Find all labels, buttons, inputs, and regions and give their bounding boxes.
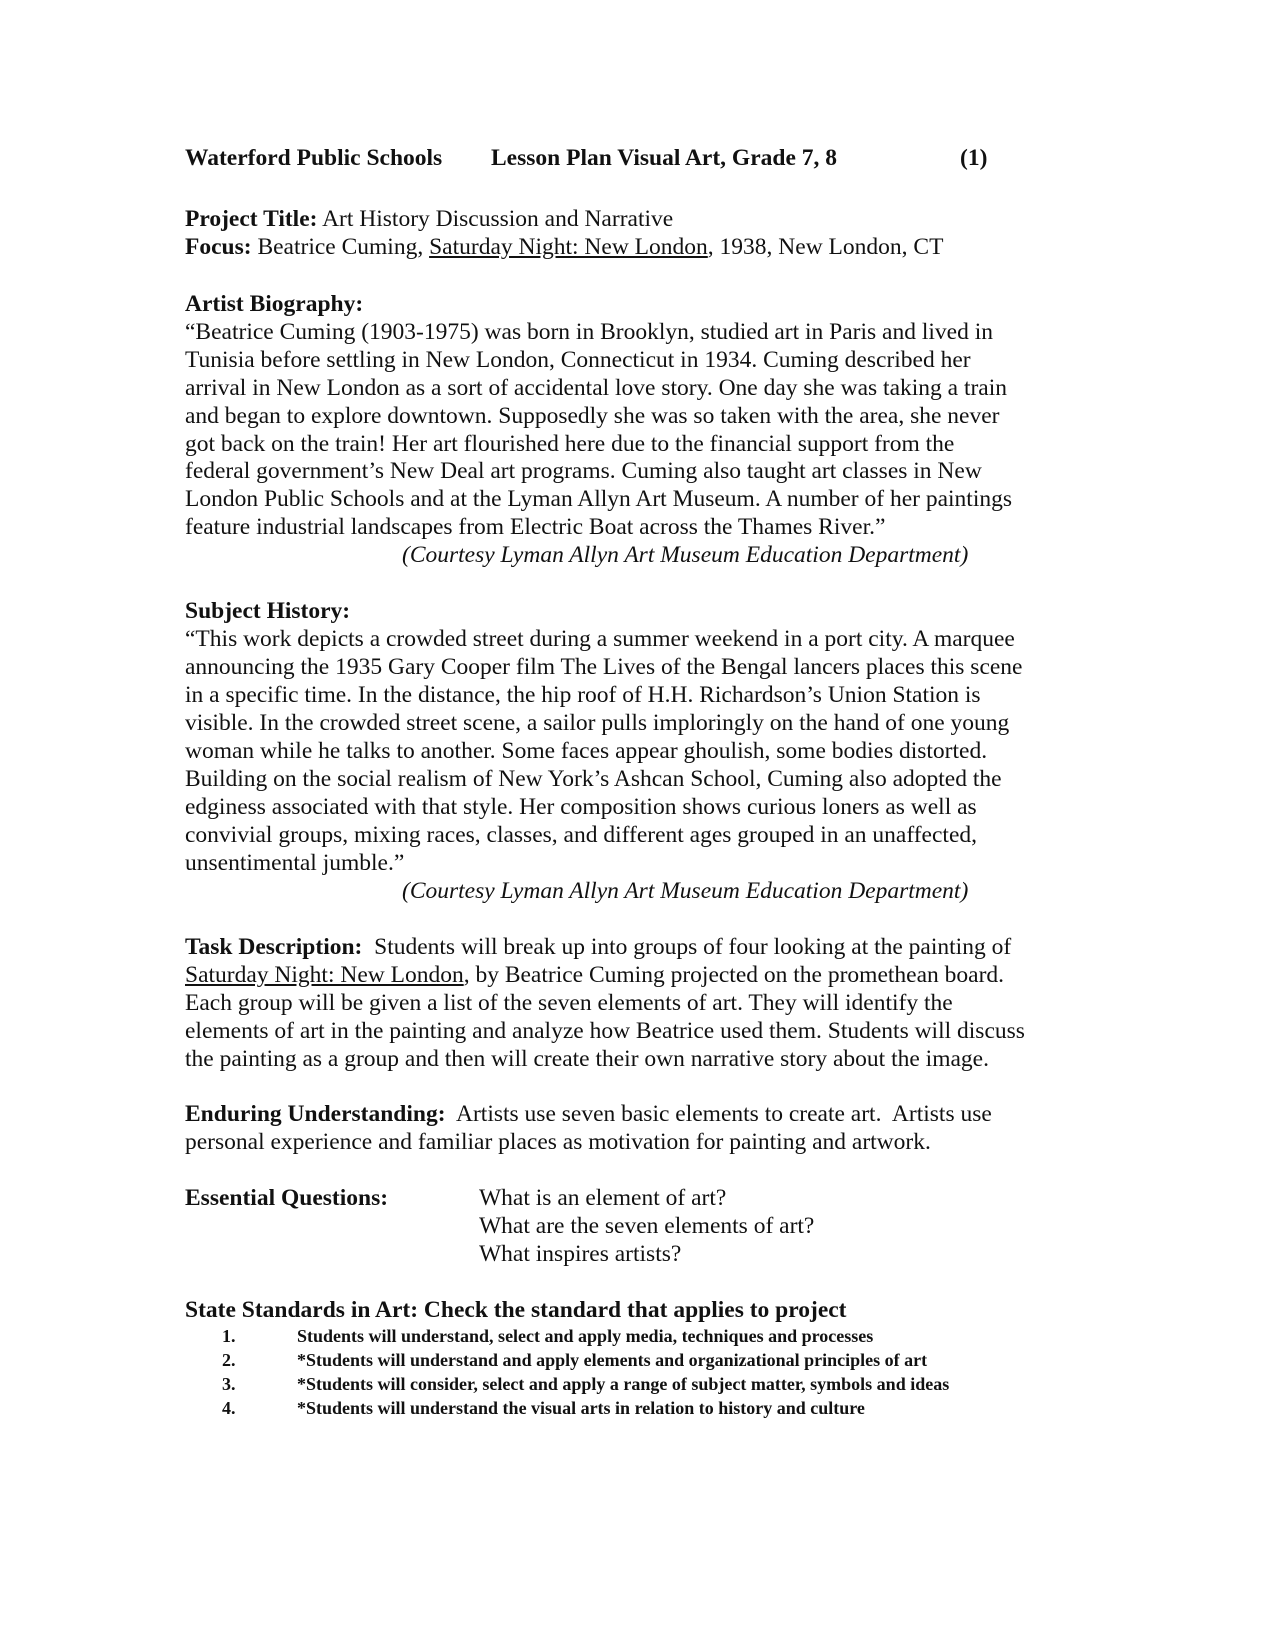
task-line: the painting as a group and then will create their own narrative story about the image. <box>185 1046 989 1072</box>
standards-heading: State Standards in Art: Check the standard that applies to project <box>185 1297 847 1323</box>
artist-bio-line: federal government’s New Deal art programs. Cuming also taught art classes in New <box>185 458 982 484</box>
enduring-line-2: personal experience and familiar places as motivation for painting and artwork. <box>185 1129 931 1155</box>
task-line-1 <box>185 933 1011 961</box>
artist-bio-line: feature industrial landscapes from Electric Boat across the Thames River.” <box>185 514 886 540</box>
standard-text: *Students will consider, select and apply a range of subject matter, symbols and ideas <box>297 1374 950 1394</box>
focus-work-title: Saturday Night: New London <box>429 234 708 260</box>
subject-history-line: “This work depicts a crowded street during a summer weekend in a port city. A marquee <box>185 626 1015 652</box>
artist-bio-line: got back on the train! Her art flourished here due to the financial support from the <box>185 431 955 457</box>
subject-history-line: convivial groups, mixing races, classes, and different ages grouped in an unaffected, <box>185 822 978 848</box>
task-work-title: Saturday Night: New London <box>185 962 464 988</box>
standard-number: 1. <box>222 1326 236 1346</box>
header-plan: Lesson Plan Visual Art, Grade 7, 8 <box>491 145 838 171</box>
focus-rest: , 1938, New London, CT <box>707 234 944 260</box>
project-title-label: Project Title: <box>185 206 318 232</box>
task-line: elements of art in the painting and analyze how Beatrice used them. Students will discuss <box>185 1018 1025 1044</box>
subject-history-line: Building on the social realism of New York’s Ashcan School, Cuming also adopted the <box>185 766 1002 792</box>
task-text: Students will break up into groups of four looking at the painting of <box>362 934 1012 960</box>
subject-history-line: woman while he talks to another. Some faces appear ghoulish, some bodies distorted. <box>185 738 988 764</box>
header-school: Waterford Public Schools <box>185 145 443 171</box>
standard-text: Students will understand, select and apply media, techniques and processes <box>297 1326 874 1346</box>
essential-question: What inspires artists? <box>479 1241 682 1267</box>
project-title: Art History Discussion and Narrative <box>322 206 674 232</box>
essential-question: What are the seven elements of art? <box>479 1213 815 1239</box>
enduring-label: Enduring Understanding: <box>185 1101 446 1127</box>
essential-question: What is an element of art? <box>479 1185 727 1211</box>
artist-bio-line: and began to explore downtown. Supposedly she was so taken with the area, she never <box>185 403 1000 429</box>
subject-history-line: in a specific time. In the distance, the hip roof of H.H. Richardson’s Union Station is <box>185 682 981 708</box>
artist-bio-heading: Artist Biography: <box>185 291 364 317</box>
task-line-2 <box>185 961 1004 989</box>
subject-history-credit: (Courtesy Lyman Allyn Art Museum Education Department) <box>402 878 969 904</box>
focus-artist: Beatrice Cuming, <box>257 234 424 260</box>
task-text: , by Beatrice Cuming projected on the promethean board. <box>463 962 1005 988</box>
header-page-number: (1) <box>960 145 988 171</box>
task-line: Each group will be given a list of the seven elements of art. They will identify the <box>185 990 953 1016</box>
standard-text: *Students will understand and apply elements and organizational principles of art <box>297 1350 928 1370</box>
enduring-text: Artists use seven basic elements to create art. Artists use <box>445 1101 992 1127</box>
subject-history-line: visible. In the crowded street scene, a sailor pulls imploringly on the hand of one young <box>185 710 1010 736</box>
artist-bio-line: “Beatrice Cuming (1903-1975) was born in Brooklyn, studied art in Paris and lived in <box>185 319 993 345</box>
artist-bio-line: Tunisia before settling in New London, Connecticut in 1934. Cuming described her <box>185 347 971 373</box>
subject-history-line: unsentimental jumble.” <box>185 850 405 876</box>
standard-number: 3. <box>222 1374 236 1394</box>
artist-bio-credit: (Courtesy Lyman Allyn Art Museum Education Department) <box>402 542 969 568</box>
task-label: Task Description: <box>185 934 363 960</box>
standard-number: 4. <box>222 1398 236 1418</box>
enduring-line-1 <box>185 1100 992 1128</box>
standard-text: *Students will understand the visual arts in relation to history and culture <box>297 1398 865 1418</box>
essential-questions-label: Essential Questions: <box>185 1185 389 1211</box>
focus-line <box>185 233 943 261</box>
artist-bio-line: arrival in New London as a sort of accidental love story. One day she was taking a train <box>185 375 1008 401</box>
focus-label: Focus: <box>185 234 252 260</box>
subject-history-line: edginess associated with that style. Her composition shows curious loners as well as <box>185 794 977 820</box>
subject-history-heading: Subject History: <box>185 598 351 624</box>
project-title-line <box>185 205 673 233</box>
subject-history-line: announcing the 1935 Gary Cooper film The Lives of the Bengal lancers places this scene <box>185 654 1023 680</box>
artist-bio-line: London Public Schools and at the Lyman Allyn Art Museum. A number of her paintings <box>185 486 1012 512</box>
standard-number: 2. <box>222 1350 236 1370</box>
